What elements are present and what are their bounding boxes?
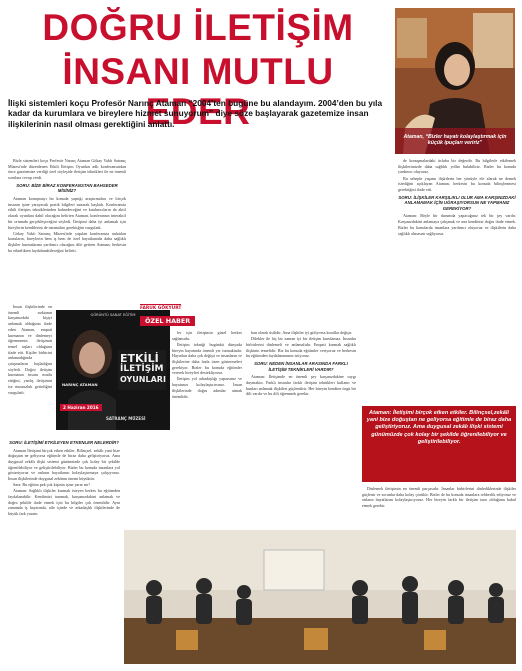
portrait-caption: Ataman, “Bizler hayatı kolaylaştırmak için küçük ipuçları veririz” [403,134,507,147]
col1-paragraph-3: Gökay Vakfı Satranç Müzesi'nde yapılan konferansta anlatılan konuların, bireylerin hem iş hem de özel hayatlarında daha sağlıklı ilişkiler kurmalarına yardımcı olacağını dile getiren Ataman, herkesin bu etkinlikten faydalanabileceğini belirtti. [8,230,126,253]
poster-name: NARINÇ ATAMAN [62,382,98,387]
col1-bottom-paragraph-1: Ataman İletişimi birçok etken etkiler. Bilinçsel, zekâlı yani bize doğuştan ne geliyorsa eğitimle de biraz daha geliştiriyoruz. Ama duygusal zekâlı ilişki sistemi günümüzde çok kolay bir şekilde öğrenilebiliyor ve geliştirilebiliyor. Bizler bu konuda insanlara yol gösteriyoruz ve onların hayatlarını kolaylaştırmaya çalışıyoruz. İnsan ilişkilerinde duygusal zekânın önemi büyüktür. [8,447,120,482]
poster-title-2: İLETİŞİM [120,364,164,374]
headline-line-2: İNSANI MUTLU EDER [62,51,334,132]
poster-title-1: ETKİLİ [120,352,159,365]
column-3 [246,330,356,530]
col3-paragraph-2: Dilekler ile hiç bir zaman iyi bir iletişim kurulamaz. İnsanlar birbirlerini dinlemeli ve anlamalıdır. Empati kurmak sağlıklı ilişkinin temelidir. Biz bu konuda eğitimler veriyoruz ve herkesin bu eğitimden faydalanmasını istiyoruz. [246,336,356,359]
portrait-photo-image [395,8,515,154]
col4-paragraph-3: Ataman: Böyle bir durumda yapacağınız tek bir şey vardır. Karşınızdakini anlamaya çalışmak ve ona kendinizi doğru ifade etmek. Bizler bu konularda insanlara yardımcı oluyoruz ve ilişkilerin daha sağlıklı olmasını sağlıyoruz. [398,213,516,236]
question-4: SORU: NEDEN İNSANLAR ARASINDA FARKLI İLETİŞİM TEKNİKLERİ VARDIR? [254,360,348,372]
col2-paragraph-1: ler için iletişimin güzel herkes sağlamıdır. [172,330,242,341]
col1-bottom-paragraph-3: Ataman: Sağlıklı ilişkiler kurmak isteyen herkes bu eğitimden faydalanabilir. Kendimizi tanımak, karşımızdakini anlamak ve doğru şekilde ifade etmek için bu bilgiler çok önemlidir. Aynı zamanda iş hayatında, aile içinde ve arkadaşlık ilişkilerinde de büyük fark yaratır. [8,488,120,517]
column-2 [172,330,242,430]
poster-title-3: OYUNLARI [120,375,166,384]
headline-line-1: DOĞRU İLETİŞİM [42,7,354,48]
column-4 [398,158,516,318]
lead-paragraph: İlişki sistemleri koçu Profesör Narınç Ataman “2004’ten bugüne bu alandayım. 2004’den bu yıla kadar da kurumlara ve bireylere hizmet sunuyorum” diye söze başlayarak gazetemize insan ilişkilerinin nasıl olması gerektiğini anlattı. [8,98,383,129]
question-2: SORU: İLETİŞİMİ ETKİLEYEN ETKENLER NELERDİR? [9,440,119,445]
question-1: SORU: BİZE BİRAZ KONFERANSTAN BAHSEDER MİSİNİZ? [16,182,118,194]
conference-photo [124,530,516,664]
column-4-bottom [362,486,516,522]
col1-paragraph-2: Ataman konuşmayı bu konuda yaptığı araştırmaları ve birçok insanın işine yarayacak pratik bilgileri sunarak başladı. Konferansta etkili iletişim tekniklerinden bahsedeceğini ve katılımcıların da aktif olarak oyunlara dahil olacağını belirten Ataman, konferansın interaktif bir ortamda gerçekleşeceğini söyledi. İletişimi daha iyi anlamak için bireylerin kendilerini de tanımaları gerektiğini vurguladı. [8,196,126,230]
byline-section: ÖZEL HABER [140,316,195,326]
side-quote-text: Ataman: İletişimi birçok etken etkiler. Bilinçsel,zekâli yani bize doğuştan ne geliyorsa eğitimle de biraz daha geliştiriyoruz. Ama duygusal zekâlı ilişki sistemi günümüzde çok kolay bir şekilde öğrenilebiliyor ve geliştirilebiliyor. [366,410,512,445]
poster-header: GÖRÜNTÜ SANAT EĞİTİM [90,313,136,317]
event-poster [56,310,170,430]
col3-paragraph-3: Ataman: İletişimde en önemli şey karşınızdakine saygı duymaktır. Farklı insanlar farklı iletişim teknikleri kullanır ve bunları anlamak ilişkileri güçlendirir. Her bireyin kendine özgü bir dili vardır ve bu dili öğrenmek gerekir. [246,374,356,397]
poster-date: 2 Haziran 2016 [60,404,102,411]
col4-bottom-paragraph: Dinlemek iletişimin en önemli parçasıdır. İnsanlar birbirlerini dinlediklerinde ilişkiler güçlenir ve sorunlar daha kolay çözülür. Bizler de bu konuda insanlara rehberlik ediyoruz ve onların hayatlarını kolaylaştırıyoruz. Her bireyin farklı bir iletişim tarzı olduğunu kabul etmek gerekir. [362,486,516,509]
col1-paragraph-1: Bizle sistemleri koçu Profesör Narınç Ataman Gökay Vakfı Satranç Müzesi'nde düzenlenen Etkili İletişim Oyunları adlı konferansından önce gazetemize verdiği özel söyleşide iletişim teknikleri ile ne önemli sorulara cevap verdi. [8,158,126,181]
col3-paragraph-1: ban olarak üstlidir. Ama ilişkiler iyi gidiyorsa kurallar değişir. [251,330,353,335]
col1-bottom-paragraph-2: Sara: Bu eğitim pek çok kişinin işine yarar mı? [13,482,91,488]
column-1-continued [8,304,52,439]
side-quote-box [362,406,516,482]
question-3: SORU: İLİŞKİLER KARŞILIKLI OLUR AMA KARŞINIZDAKİ ANLAMAMAK İÇİN UĞRAŞIYORSUN NE YAPMANIZ GEREKİYOR? [398,194,516,211]
conference-photo-image [124,530,516,664]
col2-paragraph-2: İletişim tekniği bugünkü dünyada bireyin hayatında önemli yer tutmaktadır. Hayatları daha çok değişti ve insanların ve ilişkilerine daha fazla özen göstermeleri gerekiyor. Bizler bu konuda eğitimler vererek bireyleri destekliyoruz. [172,341,242,376]
column-1-bottom [8,438,120,664]
column-1 [8,158,126,308]
col2-paragraph-3: İletişim yol arkadaşlığı yaparsınız ve hayatınızı kolaylaştırırsınız. İnsan ilişkilerinde doğru adımlar atmak önemlidir. [172,376,242,399]
portrait-photo [395,8,515,154]
poster-venue: SATRANÇ MÜZESİ [106,416,146,421]
byline-author: FARUK GÖKYURT [140,306,182,311]
col4-paragraph-2: Bu sebeple yaşamı ilişkilerin her yönüyle ele alarak ne demek istediğini açıklayan Ataman, herkesin bu konuda bilinçlenmesi gerektiğini ifade etti. [398,175,516,192]
col1-paragraph-4: İnsan ilişkilerinde en önemli noktanın karşımızdaki kişiyi anlamak olduğunu ifade eden Ataman, empati kurmanın ve dinlemeyi öğrenmenin iletişimin temel taşları olduğunu ifade etti. Kişiler birbirini anlamadığında çatışmaların başladığını söyledi. Doğru iletişim kurmanın insanı mutlu ettiğini, yanlış iletişimin ise mutsuzluk getirdiğini vurguladı. [8,304,52,395]
col4-paragraph-1: de konuşmalardaki üslubu bir değerdir. Bu bilgilerle etkilemek ilişkilerimizde daha sağlıklı yollar bulabiliriz. Bizler bu konuda yardımcı oluyoruz. [398,158,516,175]
